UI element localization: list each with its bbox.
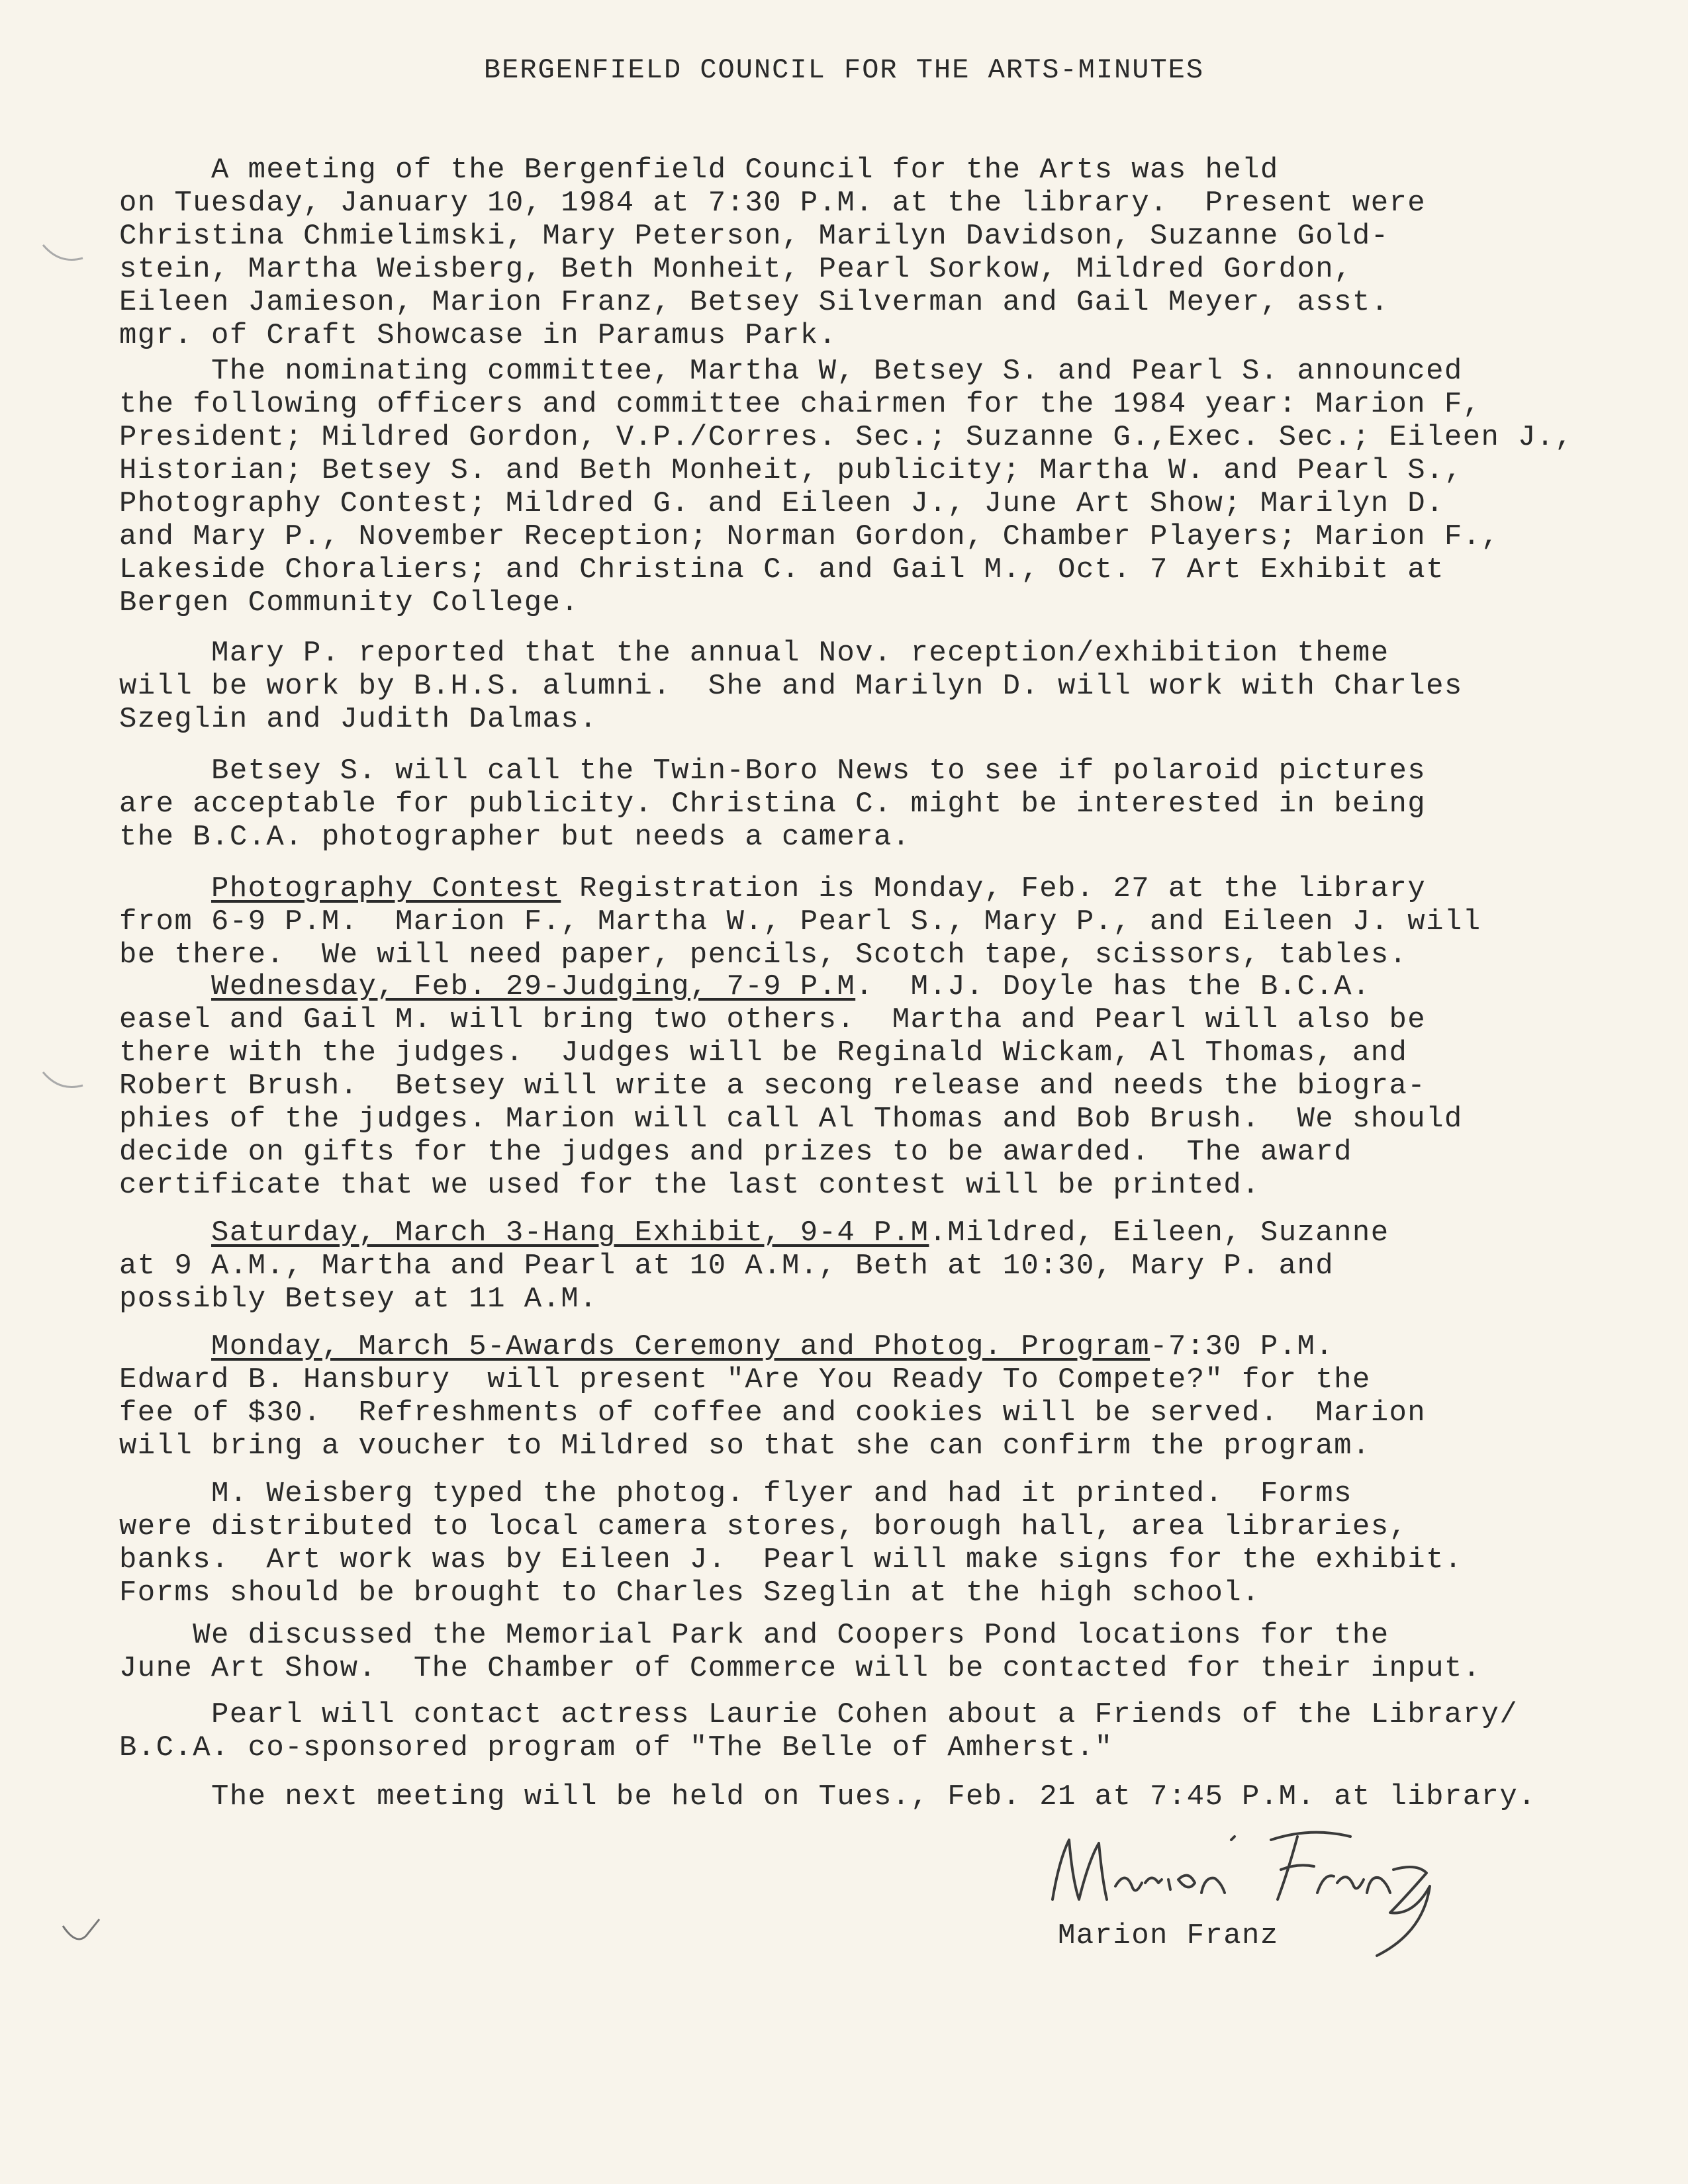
text-line: the following officers and committee chairmen for the 1984 year: Marion F, xyxy=(119,388,1481,421)
paragraph xyxy=(119,1477,1642,1610)
text-line: phies of the judges. Marion will call Al Thomas and Bob Brush. We should xyxy=(119,1103,1463,1136)
text-line: Eileen Jamieson, Marion Franz, Betsey Silverman and Gail Meyer, asst. xyxy=(119,286,1389,319)
text-line: are acceptable for publicity. Christina C. might be interested in being xyxy=(119,788,1427,821)
underlined-heading: Photography Contest xyxy=(211,872,561,905)
text-line: fee of $30. Refreshments of coffee and cookies will be served. Marion xyxy=(119,1396,1427,1430)
text-segment xyxy=(119,970,211,1003)
text-line: Lakeside Choraliers; and Christina C. and Gail M., Oct. 7 Art Exhibit at xyxy=(119,553,1444,586)
text-line: Szeglin and Judith Dalmas. xyxy=(119,703,598,736)
text-line xyxy=(119,1330,1642,1363)
text-line: will bring a voucher to Mildred so that she can confirm the program. xyxy=(119,1430,1371,1463)
text-segment xyxy=(119,872,211,905)
text-line: certificate that we used for the last contest will be printed. xyxy=(119,1169,1260,1202)
hole-punch-mark-icon xyxy=(40,238,86,271)
document-title: BERGENFIELD COUNCIL FOR THE ARTS-MINUTES xyxy=(483,54,1205,86)
paragraph xyxy=(119,1330,1642,1463)
text-line: stein, Martha Weisberg, Beth Monheit, Pearl Sorkow, Mildred Gordon, xyxy=(119,253,1352,286)
paragraph xyxy=(119,1619,1642,1685)
paragraph xyxy=(119,970,1642,1202)
underlined-heading: Monday, March 5-Awards Ceremony and Photog. Program xyxy=(211,1330,1150,1363)
text-segment: Registration is Monday, Feb. 27 at the library xyxy=(561,872,1427,905)
paragraph xyxy=(119,637,1642,736)
text-segment xyxy=(119,1330,211,1363)
paragraph xyxy=(119,1216,1642,1316)
text-line: will be work by B.H.S. alumni. She and Marilyn D. will work with Charles xyxy=(119,670,1463,703)
text-line xyxy=(119,1216,1642,1250)
text-line: Bergen Community College. xyxy=(119,586,580,619)
underlined-heading: Saturday, March 3-Hang Exhibit, 9-4 P.M xyxy=(211,1216,929,1250)
text-line: be there. We will need paper, pencils, Scotch tape, scissors, tables. xyxy=(119,938,1408,972)
text-line: and Mary P., November Reception; Norman Gordon, Chamber Players; Marion F., xyxy=(119,520,1500,553)
text-line: at 9 A.M., Martha and Pearl at 10 A.M., Beth at 10:30, Mary P. and xyxy=(119,1250,1335,1283)
text-line: Pearl will contact actress Laurie Cohen about a Friends of the Library/ xyxy=(119,1698,1519,1731)
text-line: there with the judges. Judges will be Reginald Wickam, Al Thomas, and xyxy=(119,1036,1408,1069)
text-line: Christina Chmielimski, Mary Peterson, Marilyn Davidson, Suzanne Gold- xyxy=(119,220,1389,253)
text-segment: . M.J. Doyle has the B.C.A. xyxy=(855,970,1371,1003)
text-segment: .Mildred, Eileen, Suzanne xyxy=(929,1216,1389,1250)
text-line: from 6-9 P.M. Marion F., Martha W., Pearl S., Mary P., and Eileen J. will xyxy=(119,905,1481,938)
text-line: We discussed the Memorial Park and Coopers Pond locations for the xyxy=(119,1619,1389,1652)
paragraph xyxy=(119,872,1642,972)
text-line: Mary P. reported that the annual Nov. reception/exhibition theme xyxy=(119,637,1389,670)
text-segment xyxy=(119,1216,211,1250)
text-line: were distributed to local camera stores, borough hall, area libraries, xyxy=(119,1510,1408,1543)
paragraph xyxy=(119,154,1642,352)
text-line: A meeting of the Bergenfield Council for the Arts was held xyxy=(119,154,1279,187)
text-line: on Tuesday, January 10, 1984 at 7:30 P.M. at the library. Present were xyxy=(119,187,1427,220)
text-line: M. Weisberg typed the photog. flyer and had it printed. Forms xyxy=(119,1477,1352,1510)
text-line: the B.C.A. photographer but needs a camera. xyxy=(119,821,911,854)
signature-block xyxy=(1033,1800,1496,1999)
text-line: The nominating committee, Martha W, Betsey S. and Pearl S. announced xyxy=(119,355,1463,388)
text-line: June Art Show. The Chamber of Commerce will be contacted for their input. xyxy=(119,1652,1481,1685)
text-line xyxy=(119,970,1642,1003)
text-line: mgr. of Craft Showcase in Paramus Park. xyxy=(119,319,837,352)
paragraph xyxy=(119,1698,1642,1764)
text-line: Historian; Betsey S. and Beth Monheit, publicity; Martha W. and Pearl S., xyxy=(119,454,1463,487)
typed-signature-name: Marion Franz xyxy=(1058,1919,1279,1952)
hole-punch-mark-icon xyxy=(40,1066,86,1099)
underlined-heading: Wednesday, Feb. 29-Judging, 7-9 P.M xyxy=(211,970,856,1003)
paragraph xyxy=(119,355,1642,619)
text-line: decide on gifts for the judges and prizes to be awarded. The award xyxy=(119,1136,1352,1169)
text-line: banks. Art work was by Eileen J. Pearl will make signs for the exhibit. xyxy=(119,1543,1463,1576)
text-line: The next meeting will be held on Tues., Feb. 21 at 7:45 P.M. at library. xyxy=(119,1780,1536,1813)
text-line: President; Mildred Gordon, V.P./Corres. Sec.; Suzanne G.,Exec. Sec.; Eileen J., xyxy=(119,421,1573,454)
text-line: Edward B. Hansbury will present "Are You Ready To Compete?" for the xyxy=(119,1363,1371,1396)
text-line: Robert Brush. Betsey will write a secong release and needs the biogra- xyxy=(119,1069,1427,1103)
text-line: Forms should be brought to Charles Szeglin at the high school. xyxy=(119,1576,1260,1610)
text-line: easel and Gail M. will bring two others. Martha and Pearl will also be xyxy=(119,1003,1427,1036)
text-segment: -7:30 P.M. xyxy=(1150,1330,1335,1363)
text-line: Photography Contest; Mildred G. and Eileen J., June Art Show; Marilyn D. xyxy=(119,487,1444,520)
paragraph xyxy=(119,754,1642,854)
text-line xyxy=(119,872,1642,905)
hole-punch-mark-icon xyxy=(60,1913,106,1952)
text-line: B.C.A. co-sponsored program of "The Belle of Amherst." xyxy=(119,1731,1113,1764)
text-line: possibly Betsey at 11 A.M. xyxy=(119,1283,598,1316)
text-line: Betsey S. will call the Twin-Boro News to see if polaroid pictures xyxy=(119,754,1427,788)
